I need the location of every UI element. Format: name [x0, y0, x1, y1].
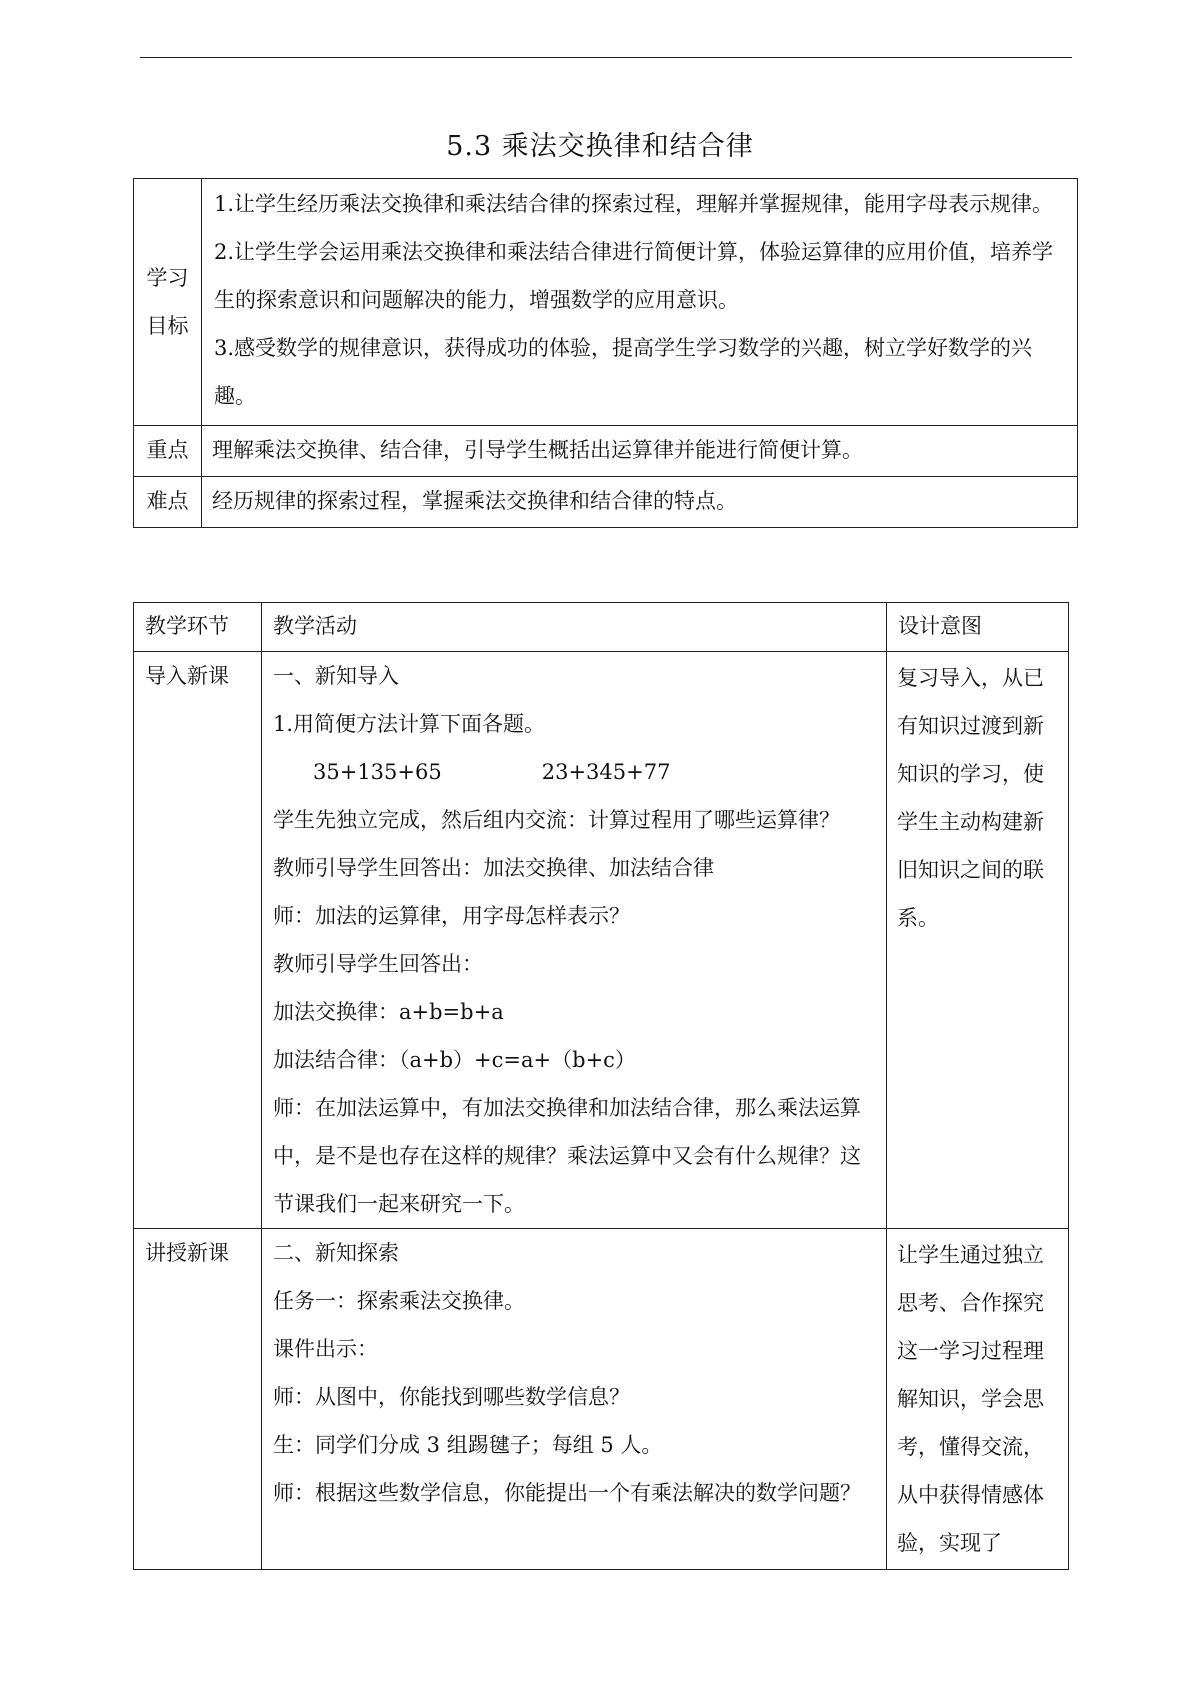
calc-b: 23+345+77: [541, 760, 671, 784]
page-title: 5.3 乘法交换律和结合律: [446, 131, 754, 162]
table-header-row: [134, 603, 1069, 652]
activity-teaching: [262, 1229, 887, 1570]
intent-teaching: 让学生通过独立思考、合作探究这一学习过程理解知识，学会思考，懂得交流，从中获得情感体验，实现了: [887, 1229, 1069, 1570]
objective-item-1: 1.让学生经历乘法交换律和乘法结合律的探索过程，理解并掌握规律，能用字母表示规律。: [214, 192, 1054, 216]
teaching-process-table: [133, 602, 1069, 1570]
objectives-row: [134, 179, 1078, 426]
intent-intro: 复习导入，从已有知识过渡到新知识的学习，使学生主动构建新旧知识之间的联系。: [887, 652, 1069, 1229]
activity-line: 课件出示：: [273, 1337, 378, 1361]
key-point-row: [134, 426, 1078, 477]
activity-line: 师：从图中，你能找到哪些数学信息？: [273, 1385, 630, 1409]
header-intent: 设计意图: [887, 603, 1069, 652]
difficulty-row: [134, 477, 1078, 528]
activity-line: 生：同学们分成 3 组踢毽子；每组 5 人。: [273, 1433, 663, 1457]
activity-line: 任务一：探索乘法交换律。: [273, 1289, 525, 1313]
activity-line: 教师引导学生回答出：: [273, 952, 483, 976]
objectives-table: [133, 178, 1078, 528]
table-row: [134, 1229, 1069, 1570]
activity-line: 加法结合律：（a+b）+c=a+（b+c）: [273, 1048, 636, 1072]
header-rule: [140, 57, 1072, 58]
difficulty-text: 经历规律的探索过程，掌握乘法交换律和结合律的特点。: [202, 477, 1078, 528]
stage-teaching: 讲授新课: [134, 1229, 262, 1570]
activity-line: 学生先独立完成，然后组内交流：计算过程用了哪些运算律？: [273, 808, 840, 832]
objective-item-2: 2.让学生学会运用乘法交换律和乘法结合律进行简便计算，体验运算律的应用价值，培养学生的探索意识和问题解决的能力，增强数学的应用意识。: [214, 240, 1054, 312]
difficulty-label: 难点: [134, 477, 202, 528]
objectives-content: [202, 179, 1078, 426]
header-stage: 教学环节: [134, 603, 262, 652]
activity-line: 师：根据这些数学信息，你能提出一个有乘法解决的数学问题？: [273, 1481, 861, 1505]
stage-intro: 导入新课: [134, 652, 262, 1229]
table-row: [134, 652, 1069, 1229]
calc-a: 35+135+65: [313, 760, 442, 784]
objectives-label-line-2: 目标: [146, 314, 189, 338]
activity-line: 一、新知导入: [273, 664, 399, 688]
activity-line: 加法交换律：a+b=b+a: [273, 1000, 504, 1024]
activity-line: 1.用简便方法计算下面各题。: [273, 712, 546, 736]
activity-line: 二、新知探索: [273, 1241, 399, 1265]
objective-item-3: 3.感受数学的规律意识，获得成功的体验，提高学生学习数学的兴趣，树立学好数学的兴趣。: [214, 336, 1033, 408]
calc-exercises: [273, 748, 875, 796]
activity-line: 师：加法的运算律，用字母怎样表示？: [273, 904, 630, 928]
objectives-label: [134, 179, 202, 426]
header-activity: 教学活动: [262, 603, 887, 652]
objectives-label-line-1: 学习: [146, 266, 189, 290]
activity-intro: [262, 652, 887, 1229]
activity-line: 教师引导学生回答出：加法交换律、加法结合律: [273, 856, 714, 880]
key-point-label: 重点: [134, 426, 202, 477]
key-point-text: 理解乘法交换律、结合律，引导学生概括出运算律并能进行简便计算。: [202, 426, 1078, 477]
activity-line: 师：在加法运算中，有加法交换律和加法结合律，那么乘法运算中，是不是也存在这样的规律？乘法运算中又会有什么规律？这节课我们一起来研究一下。: [273, 1096, 861, 1216]
